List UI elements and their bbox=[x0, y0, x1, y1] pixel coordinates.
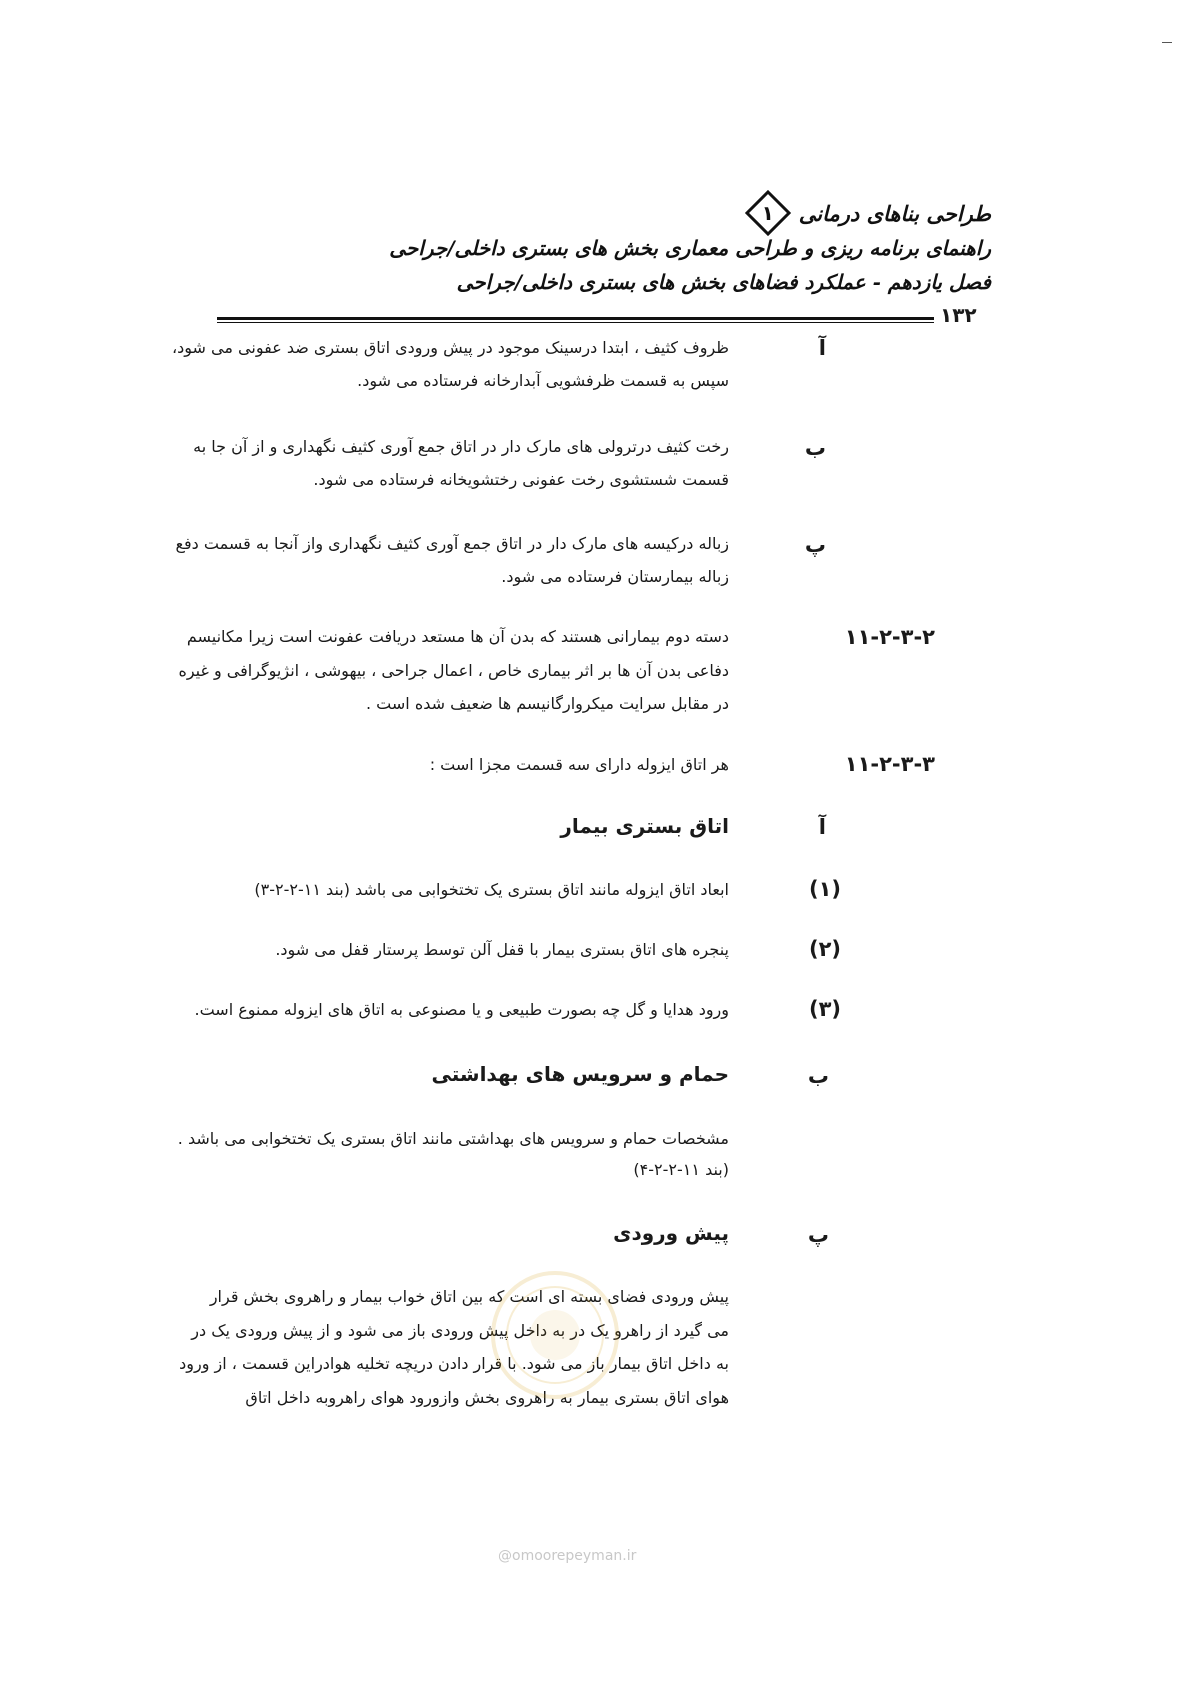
guide-title: راهنمای برنامه ریزی و طراحی معماری بخش های بستری داخلی/جراحی bbox=[389, 236, 991, 260]
numbered-text: ابعاد اتاق ایزوله مانند اتاق بستری یک تختخوابی می باشد (بند ۱۱-۲-۲-۳) bbox=[254, 880, 729, 899]
numbered-text: پنجره های اتاق بستری بیمار با قفل آلن توسط پرستار قفل می شود. bbox=[275, 940, 729, 959]
item-line: زباله درکیسه های مارک دار در اتاق جمع آوری کثیف نگهداری واز آنجا به قسمت دفع bbox=[175, 534, 729, 553]
numbered-text: ورود هدایا و گل چه بصورت طبیعی و یا مصنوعی به اتاق های ایزوله ممنوع است. bbox=[194, 1000, 729, 1019]
numbered-marker: (۱) bbox=[808, 877, 841, 901]
item-marker: ب bbox=[804, 436, 826, 460]
corner-mark bbox=[1162, 42, 1172, 43]
section-text: هر اتاق ایزوله دارای سه قسمت مجزا است : bbox=[429, 755, 729, 774]
anteroom-line: هوای اتاق بستری بیمار به راهروی بخش وازورود هوای راهروبه داخل اتاق bbox=[245, 1388, 729, 1407]
item-line: زباله بیمارستان فرستاده می شود. bbox=[501, 567, 729, 586]
item-line: قسمت شستشوی رخت عفونی رختشویخانه فرستاده می شود. bbox=[313, 470, 729, 489]
item-marker: آ bbox=[818, 336, 826, 360]
subsection-title: پیش ورودی bbox=[613, 1221, 729, 1245]
section-line: دسته دوم بیمارانی هستند که بدن آن ها مستعد دریافت عفونت است زیرا مکانیسم bbox=[186, 627, 729, 646]
section-line: در مقابل سرایت میکروارگانیسم ها ضعیف شده است . bbox=[366, 694, 729, 713]
volume-number: ۱ bbox=[761, 201, 774, 225]
anteroom-line: می گیرد از راهرو یک در به داخل پیش ورودی باز می شود و از پیش ورودی یک در bbox=[191, 1321, 729, 1340]
section-number: ۱۱-۲-۳-۲ bbox=[844, 625, 935, 649]
item-marker: پ bbox=[804, 533, 826, 557]
bath-text: (بند ۱۱-۲-۲-۴) bbox=[633, 1160, 729, 1179]
book-title-row bbox=[745, 190, 991, 236]
book-title: طراحی بناهای درمانی bbox=[798, 200, 991, 226]
numbered-marker: (۲) bbox=[808, 937, 841, 961]
chapter-title: فصل یازدهم - عملکرد فضاهای بخش های بستری داخلی/جراحی bbox=[456, 270, 991, 294]
watermark-site: @omoorepeyman.ir bbox=[498, 1548, 637, 1564]
numbered-marker: (۳) bbox=[808, 997, 841, 1021]
bath-text: مشخصات حمام و سرویس های بهداشتی مانند اتاق بستری یک تختخوابی می باشد . bbox=[177, 1129, 729, 1148]
subsection-marker: پ bbox=[807, 1223, 829, 1247]
header-rule-thin bbox=[217, 322, 934, 323]
subsection-marker: ب bbox=[807, 1064, 829, 1088]
header-rule bbox=[217, 317, 934, 320]
volume-badge bbox=[745, 190, 791, 236]
anteroom-line: به داخل اتاق بیمار باز می شود. با قرار دادن دریچه تخلیه هوادراین قسمت ، از ورود bbox=[179, 1354, 729, 1373]
subsection-title: اتاق بستری بیمار bbox=[560, 814, 729, 838]
anteroom-line: پیش ورودی فضای بسته ای است که بین اتاق خواب بیمار و راهروی بخش قرار bbox=[209, 1287, 729, 1306]
item-line: ظروف کثیف ، ابتدا درسینک موجود در پیش ورودی اتاق بستری ضد عفونی می شود، bbox=[172, 338, 729, 357]
item-line: رخت کثیف درترولی های مارک دار در اتاق جمع آوری کثیف نگهداری و از آن جا به bbox=[193, 437, 729, 456]
watermark-seal bbox=[490, 1260, 620, 1414]
section-number: ۱۱-۲-۳-۳ bbox=[844, 752, 935, 776]
subsection-title: حمام و سرویس های بهداشتی bbox=[431, 1062, 729, 1086]
section-line: دفاعی بدن آن ها بر اثر بیماری خاص ، اعمال جراحی ، بیهوشی ، انژیوگرافی و غیره bbox=[178, 661, 729, 680]
item-line: سپس به قسمت ظرفشویی آبدارخانه فرستاده می شود. bbox=[357, 371, 729, 390]
subsection-marker: آ bbox=[818, 815, 826, 839]
page-number: ۱۳۲ bbox=[940, 303, 977, 327]
